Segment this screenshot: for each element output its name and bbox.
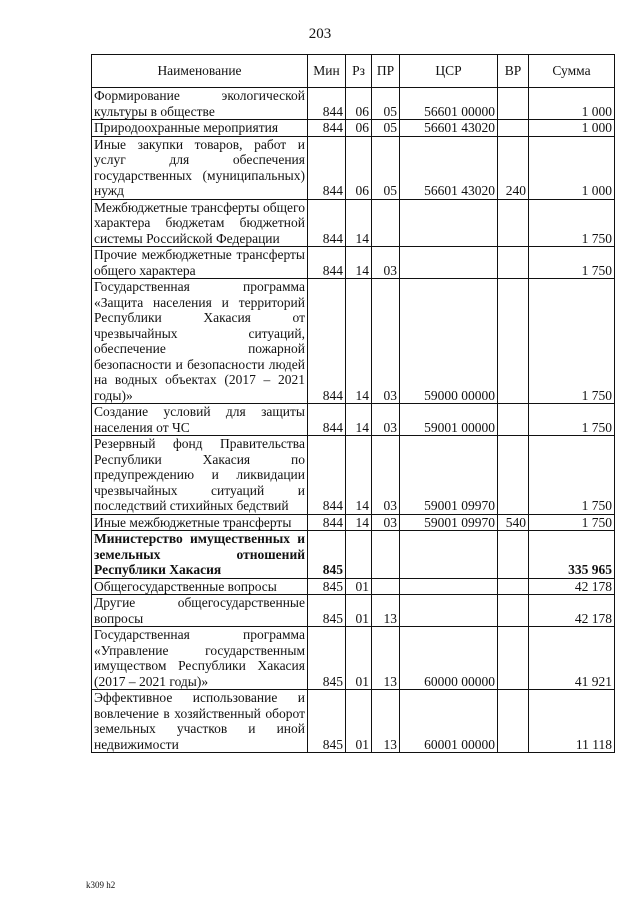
table-header-row <box>92 55 615 88</box>
cell-pr: 05 <box>372 136 400 199</box>
cell-rz: 01 <box>346 595 372 627</box>
cell-min: 844 <box>308 199 346 247</box>
table-row <box>92 627 615 690</box>
cell-name: Резервный фонд Правительства Республики Хакасия по предупреждению и ликвидации чрезвычайных ситуаций и последствий стихийных бедствий <box>92 436 308 515</box>
cell-vr <box>498 436 529 515</box>
cell-sum: 41 921 <box>529 627 615 690</box>
cell-csr: 59001 09970 <box>400 514 498 531</box>
table-row <box>92 120 615 137</box>
cell-sum: 1 750 <box>529 436 615 515</box>
cell-sum: 1 750 <box>529 514 615 531</box>
cell-min: 845 <box>308 690 346 753</box>
cell-pr <box>372 531 400 579</box>
cell-name: Иные закупки товаров, работ и услуг для обеспечения государственных (муниципальных) нужд <box>92 136 308 199</box>
cell-rz: 14 <box>346 514 372 531</box>
cell-rz: 06 <box>346 136 372 199</box>
cell-min: 844 <box>308 404 346 436</box>
cell-vr: 240 <box>498 136 529 199</box>
cell-name: Другие общегосударственные вопросы <box>92 595 308 627</box>
cell-rz: 14 <box>346 279 372 404</box>
cell-rz: 01 <box>346 627 372 690</box>
cell-vr <box>498 578 529 595</box>
cell-csr <box>400 247 498 279</box>
cell-vr <box>498 199 529 247</box>
cell-rz: 01 <box>346 690 372 753</box>
cell-vr <box>498 404 529 436</box>
cell-min: 844 <box>308 120 346 137</box>
table-row <box>92 436 615 515</box>
cell-name: Межбюджетные трансферты общего характера бюджетам бюджетной системы Российской Федерации <box>92 199 308 247</box>
cell-name: Государственная программа «Защита населения и территорий Республики Хакасия от чрезвычайных ситуаций, обеспечение пожарной безопасности и безопасности людей на водных объектах (2017 – 2021 годы)» <box>92 279 308 404</box>
cell-pr: 13 <box>372 627 400 690</box>
cell-name: Иные межбюджетные трансферты <box>92 514 308 531</box>
page-number: 203 <box>308 26 332 42</box>
cell-pr: 03 <box>372 404 400 436</box>
cell-sum: 1 750 <box>529 199 615 247</box>
cell-min: 845 <box>308 627 346 690</box>
cell-vr <box>498 120 529 137</box>
cell-pr: 13 <box>372 690 400 753</box>
cell-rz: 01 <box>346 578 372 595</box>
header-pr: ПР <box>372 55 400 88</box>
cell-pr: 03 <box>372 514 400 531</box>
cell-name: Формирование экологической культуры в обществе <box>92 88 308 120</box>
cell-pr: 03 <box>372 247 400 279</box>
cell-name: Министерство имущественных и земельных отношений Республики Хакасия <box>92 531 308 579</box>
table-row <box>92 404 615 436</box>
cell-min: 845 <box>308 578 346 595</box>
cell-vr <box>498 279 529 404</box>
cell-name: Эффективное использование и вовлечение в хозяйственный оборот земельных участков и иной недвижимости <box>92 690 308 753</box>
table-row <box>92 514 615 531</box>
table-body <box>92 88 615 753</box>
cell-sum: 42 178 <box>529 595 615 627</box>
header-name: Наименование <box>92 55 308 88</box>
cell-min: 844 <box>308 279 346 404</box>
budget-table <box>91 54 615 753</box>
cell-pr: 13 <box>372 595 400 627</box>
table-row <box>92 578 615 595</box>
cell-rz: 14 <box>346 247 372 279</box>
table-row <box>92 531 615 579</box>
cell-pr: 03 <box>372 436 400 515</box>
cell-name: Создание условий для защиты населения от ЧС <box>92 404 308 436</box>
cell-pr <box>372 578 400 595</box>
table-row <box>92 199 615 247</box>
cell-vr <box>498 531 529 579</box>
cell-pr: 05 <box>372 88 400 120</box>
cell-csr <box>400 531 498 579</box>
cell-min: 844 <box>308 436 346 515</box>
cell-pr: 05 <box>372 120 400 137</box>
header-rz: Рз <box>346 55 372 88</box>
header-min: Мин <box>308 55 346 88</box>
table-row <box>92 279 615 404</box>
cell-csr: 59000 00000 <box>400 279 498 404</box>
cell-vr <box>498 595 529 627</box>
cell-name: Общегосударственные вопросы <box>92 578 308 595</box>
cell-csr <box>400 578 498 595</box>
cell-vr <box>498 627 529 690</box>
table-row <box>92 247 615 279</box>
cell-sum: 1 750 <box>529 279 615 404</box>
cell-csr: 60001 00000 <box>400 690 498 753</box>
cell-rz: 14 <box>346 199 372 247</box>
cell-sum: 1 750 <box>529 247 615 279</box>
cell-min: 845 <box>308 531 346 579</box>
table-row <box>92 136 615 199</box>
cell-name: Прочие межбюджетные трансферты общего характера <box>92 247 308 279</box>
table-row <box>92 595 615 627</box>
cell-csr: 56601 43020 <box>400 120 498 137</box>
cell-vr <box>498 88 529 120</box>
cell-csr: 59001 00000 <box>400 404 498 436</box>
cell-rz: 14 <box>346 436 372 515</box>
cell-vr <box>498 247 529 279</box>
cell-csr <box>400 595 498 627</box>
cell-sum: 1 750 <box>529 404 615 436</box>
header-sum: Сумма <box>529 55 615 88</box>
cell-pr <box>372 199 400 247</box>
cell-rz <box>346 531 372 579</box>
cell-min: 845 <box>308 595 346 627</box>
cell-sum: 11 118 <box>529 690 615 753</box>
cell-name: Природоохранные мероприятия <box>92 120 308 137</box>
cell-min: 844 <box>308 88 346 120</box>
cell-sum: 335 965 <box>529 531 615 579</box>
cell-min: 844 <box>308 247 346 279</box>
cell-min: 844 <box>308 136 346 199</box>
header-vr: ВР <box>498 55 529 88</box>
cell-rz: 06 <box>346 120 372 137</box>
cell-min: 844 <box>308 514 346 531</box>
cell-csr <box>400 199 498 247</box>
header-csr: ЦСР <box>400 55 498 88</box>
cell-pr: 03 <box>372 279 400 404</box>
cell-sum: 42 178 <box>529 578 615 595</box>
cell-rz: 06 <box>346 88 372 120</box>
cell-csr: 59001 09970 <box>400 436 498 515</box>
cell-csr: 56601 00000 <box>400 88 498 120</box>
footer-code: k309 h2 <box>86 880 116 890</box>
cell-sum: 1 000 <box>529 136 615 199</box>
cell-sum: 1 000 <box>529 88 615 120</box>
cell-rz: 14 <box>346 404 372 436</box>
cell-vr <box>498 690 529 753</box>
cell-vr: 540 <box>498 514 529 531</box>
cell-csr: 60000 00000 <box>400 627 498 690</box>
cell-name: Государственная программа «Управление государственным имуществом Республики Хакасия (2017 – 2021 годы)» <box>92 627 308 690</box>
cell-sum: 1 000 <box>529 120 615 137</box>
table-row <box>92 690 615 753</box>
cell-csr: 56601 43020 <box>400 136 498 199</box>
table-row <box>92 88 615 120</box>
